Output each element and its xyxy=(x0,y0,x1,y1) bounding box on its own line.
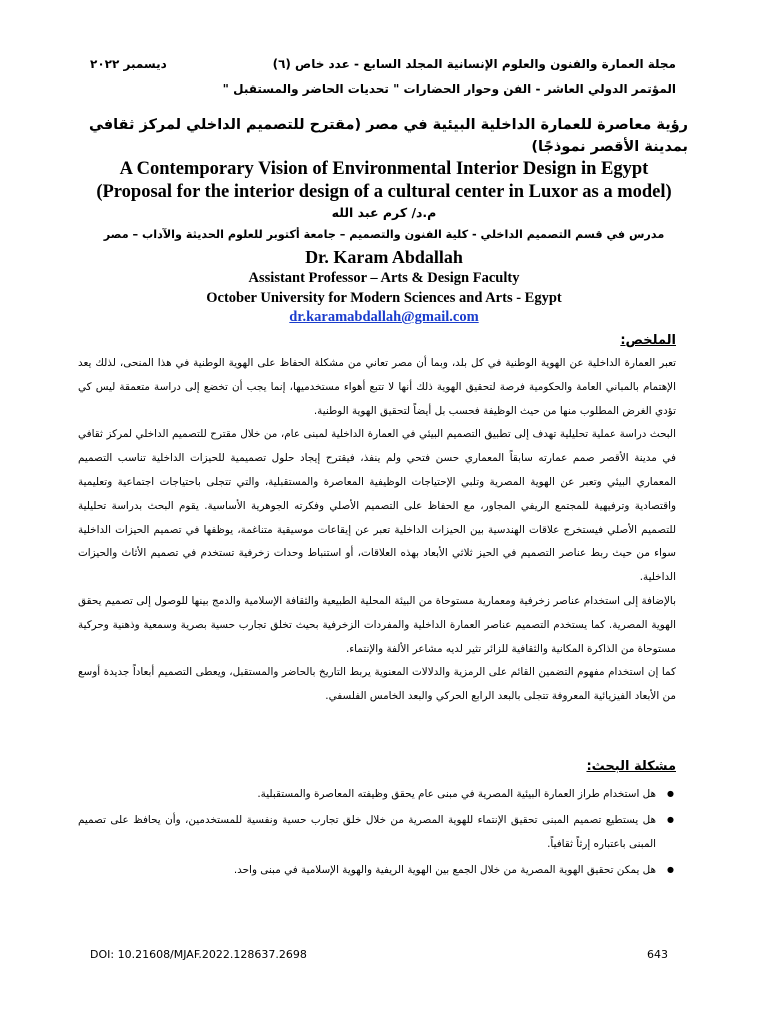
arabic-author-affiliation: مدرس في قسم التصميم الداخلي - كلية الفنون والتصميم – جامعة أكتوبر للعلوم الحديثة والآداب – مصر xyxy=(103,228,665,241)
abstract-body xyxy=(78,352,676,709)
abstract-paragraph: كما إن استخدام مفهوم التضمين القائم على الرمزية والدلالات المعنوية يربط التاريخ بالحاضر والمستقبل، ويعطى التصميم أبعاداً جديدة أوسع من الأبعاد الفيزيائية المعروفة تتجلى بالبعد الرابع الحركي والبعد الخامس الفلسفي. xyxy=(78,666,676,703)
research-problem-heading: مشكلة البحث: xyxy=(586,759,676,774)
english-title-line-2: (Proposal for the interior design of a cultural center in Luxor as a model) xyxy=(96,182,672,202)
author-email-link[interactable]: dr.karamabdallah@gmail.com xyxy=(289,309,479,325)
research-question: ● هل يستطيع تصميم المبنى تحقيق الإنتماء للهوية المصرية من خلال خلق تجارب حسية ونفسية للمستخدمين، وأن يحافظ على تصميم المبنى باعتباره إرثاً ثقافياً. xyxy=(78,808,676,856)
english-author-position: Assistant Professor – Arts & Design Faculty xyxy=(248,270,520,286)
abstract-paragraph: بالإضافة إلى استخدام عناصر زخرفية ومعمارية مستوحاة من البيئة المحلية الطبيعية والثقافة الإسلامية والدمج بينها للوصول إلى تصميم يحقق الهوية المصرية. كما يستخدم التصميم عناصر العمارة الداخلية والمفردات الزخرفية بحيث تخلق تجارب حسية بصرية وسمعية وذهنية وحركية مستوحاة من الذاكرة المكانية والثقافية للزائر تثير لديه مشاعر الألفة والإنتماء. xyxy=(78,594,676,655)
journal-name: مجلة العمارة والفنون والعلوم الإنسانية المجلد السابع - عدد خاص (٦) xyxy=(272,57,676,71)
research-question: ● هل استخدام طراز العمارة البيئية المصرية في مبنى عام يحقق وظيفته المعاصرة والمستقبلية. xyxy=(78,782,676,806)
english-author-name: Dr. Karam Abdallah xyxy=(305,247,463,267)
research-problem-list xyxy=(78,782,676,884)
abstract-paragraph: البحث دراسة عملية تحليلية تهدف إلى تطبيق التصميم البيئي في العمارة الداخلية لمبنى عام، من خلال مقترح للتصميم الداخلي لمركز ثقافي في مدينة الأقصر صمم عمارته سابقاً المعماري حسن فتحي ولم ينفذ، فيقترح إيجاد حلول تصميمية للحيزات الداخلية تناسب التصميم المعماري البيئي وتعبر عن الهوية المصرية وتلبي الإحتياجات الوظيفية المعاصرة والمستقبلية، والتي تتجلى باحتياجات اجتماعية وتعليمية واقتصادية وترفيهية للمجتمع الريفي المجاور، مع الحفاظ على التصميم الأصلي وفكرته الجوهرية الأساسية. يقوم البحث بدراسة تحليلية للتصميم الأصلي فيستخرج علاقات الهندسية بين الحيزات الداخلية تعبر عن إيقاعات موسيقية متناغمة، يوظفها في تصميم الحيزات الداخلية سواء من حيث ربط عناصر التصميم في الحيز ثلاثي الأبعاد بهذه العلاقات، أو استنباط وحدات زخرفية تستخدم في تصميم الأثاث والحيزات الداخلية. xyxy=(78,428,676,584)
journal-header xyxy=(90,55,676,73)
issue-date: ديسمبر ٢٠٢٢ xyxy=(90,57,167,71)
english-title xyxy=(70,158,698,204)
doi-reference: DOI: 10.21608/MJAF.2022.128637.2698 xyxy=(90,948,307,961)
abstract-heading: الملخص: xyxy=(620,333,676,348)
arabic-title: رؤية معاصرة للعمارة الداخلية البيئية في مصر (مقترح للتصميم الداخلي لمركز ثقافي بمدينة الأقصر نموذجًا) xyxy=(88,117,688,155)
arabic-author-name: م.د/ كرم عبد الله xyxy=(331,205,437,220)
abstract-paragraph: تعبر العمارة الداخلية عن الهوية الوطنية في كل بلد، وبما أن مصر تعاني من مشكلة الحفاظ على الهوية الوطنية في هذا المنحى، لذلك يعد الإهتمام بالمباني العامة والحكومية فرصة لتحقيق الهوية ذلك أنها لا تتبع أهواء مستخدميها، إنما يجب أن تخضع إلى دراسة متعمقة ليس كي تؤدي الغرض المطلوب منها من حيث الوظيفة فحسب بل أيضاً لتحقيق الهوية الوطنية. xyxy=(78,357,676,417)
conference-header: المؤتمر الدولي العاشر - الفن وحوار الحضارات " تحديات الحاضر والمستقبل " xyxy=(222,82,676,96)
english-title-line-1: A Contemporary Vision of Environmental Interior Design in Egypt xyxy=(119,159,649,179)
english-author-university: October University for Modern Sciences and Arts - Egypt xyxy=(206,290,562,306)
page-number: 643 xyxy=(647,948,668,961)
research-question: ● هل يمكن تحقيق الهوية المصرية من خلال الجمع بين الهوية الريفية والهوية الإسلامية في مبنى واحد. xyxy=(78,858,676,882)
